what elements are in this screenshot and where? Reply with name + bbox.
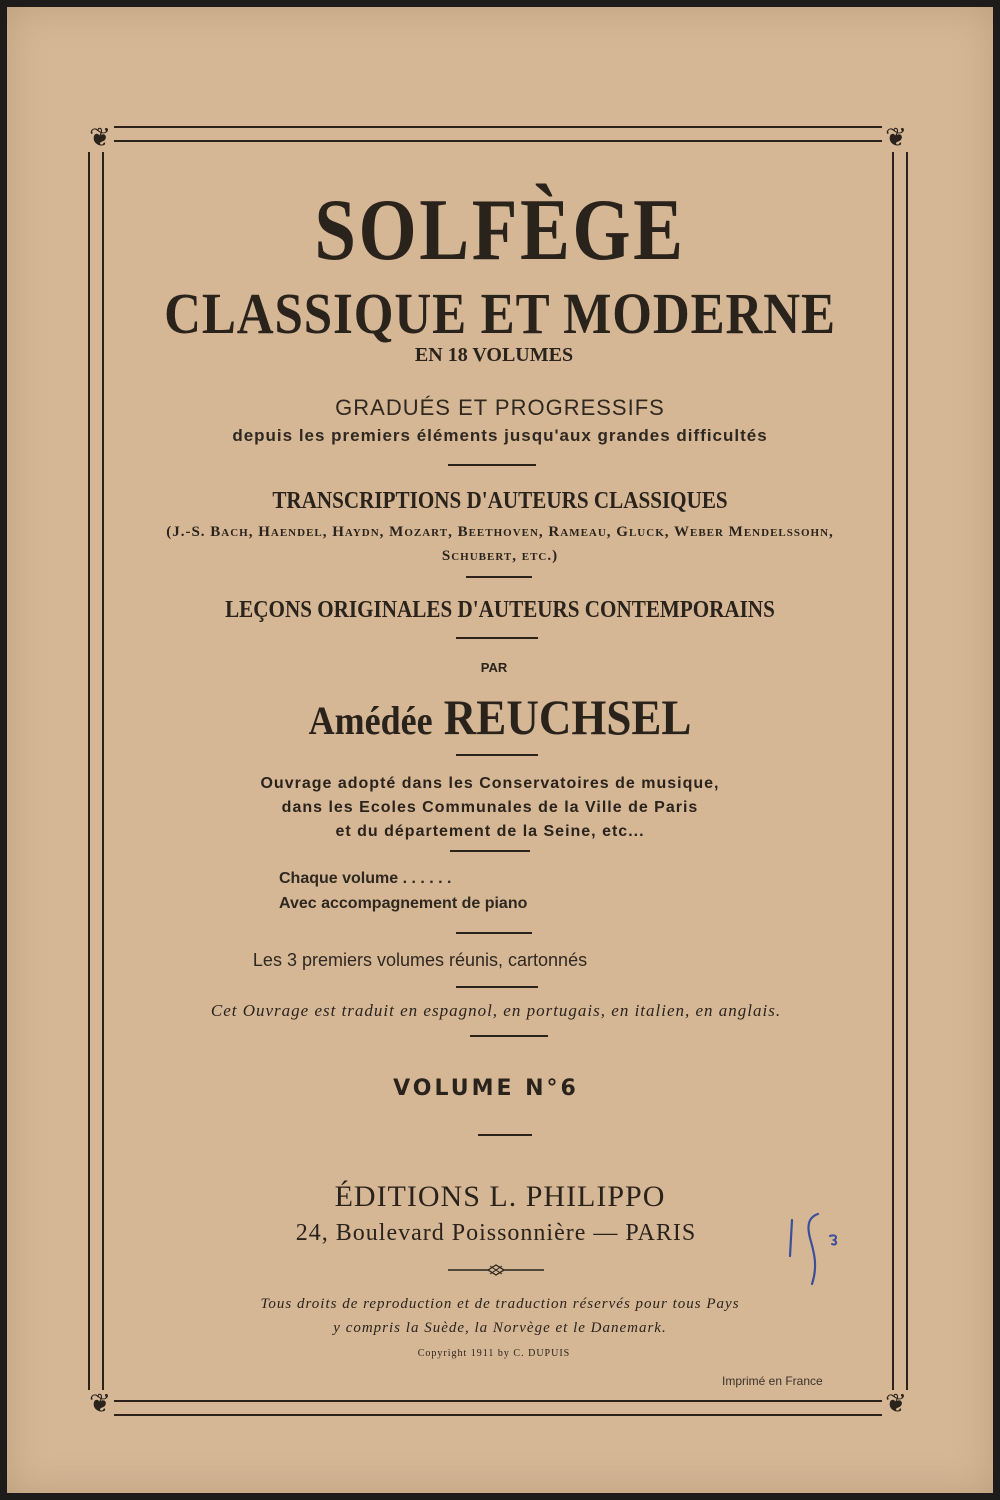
divider (470, 1035, 548, 1037)
divider (448, 464, 536, 466)
translation-note: Cet Ouvrage est traduit en espagnol, en portugais, en italien, en anglais. (210, 1001, 782, 1020)
copyright-notice: Copyright 1911 by C. DUPUIS (417, 1348, 571, 1359)
corner-ornament-icon: ❦ (86, 124, 114, 152)
publisher-name: ÉDITIONS L. PHILIPPO (334, 1180, 666, 1213)
divider (466, 576, 532, 578)
piano-accompaniment-price: Avec accompagnement de piano (279, 895, 528, 912)
main-title: SOLFÈGE (314, 182, 686, 279)
rights-reserved (190, 1292, 810, 1340)
first-three-volumes-price: Les 3 premiers volumes réunis, cartonnés (252, 950, 588, 970)
publisher-address: 24, Boulevard Poissonnière — PARIS (295, 1220, 697, 1246)
composers-list: (J.-S. Bach, Haendel, Haydn, Mozart, Beethoven, Rameau, Gluck, Weber Mendelssohn, Schubert, etc.) (166, 524, 834, 564)
author-first-name: Amédée (308, 698, 433, 743)
rights-line: y compris la Suède, la Norvège et le Danemark. (333, 1320, 667, 1336)
divider (456, 932, 532, 934)
volume-number: VOLUME N°6 (393, 1076, 579, 1101)
original-lessons-heading: LEÇONS ORIGINALES D'AUTEURS CONTEMPORAINS (225, 597, 775, 623)
divider (456, 637, 538, 639)
adoption-note (200, 772, 780, 844)
author-last-name: REUCHSEL (443, 689, 692, 745)
corner-ornament-icon: ❦ (86, 1390, 114, 1418)
subtitle: CLASSIQUE ET MODERNE (164, 281, 836, 346)
divider (450, 850, 530, 852)
divider (478, 1134, 532, 1136)
volumes-count: EN 18 VOLUMES (414, 344, 574, 366)
each-volume-price: Chaque volume . . . . . . (279, 870, 452, 887)
corner-ornament-icon: ❦ (882, 124, 910, 152)
graded-subheading: depuis les premiers éléments jusqu'aux grandes difficultés (232, 426, 768, 445)
adoption-line: et du département de la Seine, etc... (335, 823, 645, 840)
printed-in-label: Imprimé en France (722, 1374, 823, 1388)
transcriptions-heading: TRANSCRIPTIONS D'AUTEURS CLASSIQUES (272, 488, 728, 514)
fleuron-divider-icon (448, 1263, 544, 1277)
corner-ornament-icon: ❦ (882, 1390, 910, 1418)
graded-heading: GRADUÉS ET PROGRESSIFS (335, 395, 665, 420)
by-label: PAR (480, 660, 508, 675)
handwritten-note (780, 1208, 850, 1288)
rights-line: Tous droits de reproduction et de traduction réservés pour tous Pays (260, 1296, 740, 1312)
author-name (50, 688, 950, 746)
adoption-line: dans les Ecoles Communales de la Ville de Paris (281, 799, 699, 816)
adoption-line: Ouvrage adopté dans les Conservatoires de musique, (260, 775, 720, 792)
divider (456, 754, 538, 756)
divider (456, 986, 538, 988)
